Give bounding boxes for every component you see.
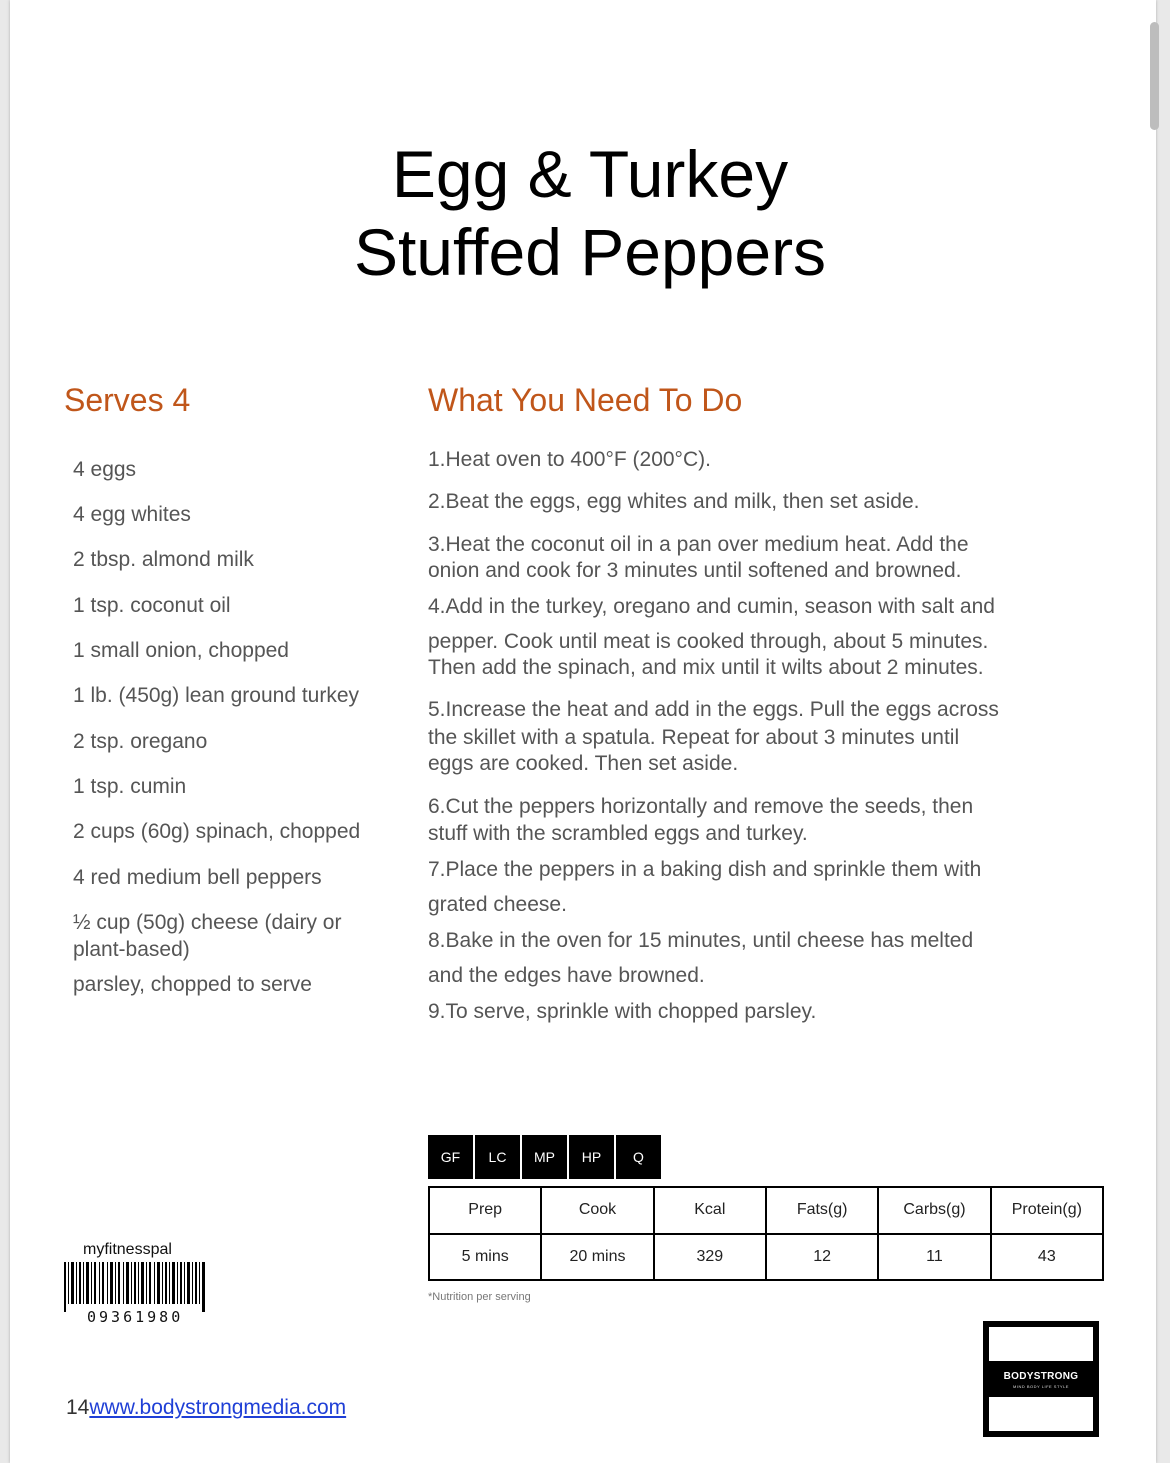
method-line: eggs are cooked. Then set aside. [428,752,739,775]
title-line-1: Egg & Turkey [391,137,789,211]
method-line: 9.To serve, sprinkle with chopped parsley. [428,1000,817,1023]
table-header-cell: Carbs(g) [878,1187,990,1234]
ingredient-item: ½ cup (50g) cheese (dairy or [73,911,342,934]
tag-hp: HP [569,1135,614,1179]
method-line: 1.Heat oven to 400°F (200°C). [428,448,711,471]
table-cell: 5 mins [429,1234,541,1281]
barcode-label: myfitnesspal [83,1241,172,1258]
recipe-title [0,135,1170,291]
nutrition-note: *Nutrition per serving [428,1291,531,1303]
table-header-row [429,1187,1103,1234]
method-line: 8.Bake in the oven for 15 minutes, until cheese has melted [428,929,974,952]
method-heading: What You Need To Do [428,382,743,418]
table-header-cell: Cook [541,1187,653,1234]
table-header-cell: Protein(g) [991,1187,1103,1234]
method-line: pepper. Cook until meat is cooked through, about 5 minutes. [428,630,989,653]
ingredient-item: 4 egg whites [73,503,191,526]
ingredient-item: 4 eggs [73,458,137,481]
method-line: 6.Cut the peppers horizontally and remove the seeds, then [428,795,974,818]
ingredient-item: 2 tbsp. almond milk [73,548,254,571]
method-line: stuff with the scrambled eggs and turkey. [428,822,808,845]
method-line: 5.Increase the heat and add in the eggs. Pull the eggs across [428,698,999,721]
table-cell: 329 [654,1234,766,1281]
website-link[interactable]: www.bodystrongmedia.com [89,1396,347,1419]
scrollbar[interactable] [1150,22,1159,130]
tag-q: Q [616,1135,661,1179]
tag-mp: MP [522,1135,567,1179]
barcode-number: 09361980 [87,1308,184,1326]
tag-lc: LC [475,1135,520,1179]
tag-gf: GF [428,1135,473,1179]
ingredient-item: parsley, chopped to serve [73,973,312,996]
ingredient-item: 1 lb. (450g) lean ground turkey [73,684,360,707]
diet-tags [428,1135,663,1179]
page-number: 14 [66,1396,90,1419]
ingredient-item: 1 tsp. coconut oil [73,594,231,617]
ingredient-item: 2 tsp. oregano [73,730,208,753]
table-header-cell: Kcal [654,1187,766,1234]
bodystrong-logo [983,1321,1099,1437]
ingredient-item: 4 red medium bell peppers [73,866,322,889]
method-line: 4.Add in the turkey, oregano and cumin, season with salt and [428,595,995,618]
table-cell: 20 mins [541,1234,653,1281]
table-cell: 11 [878,1234,990,1281]
serves-heading: Serves 4 [64,382,191,418]
ingredient-item: 2 cups (60g) spinach, chopped [73,820,361,843]
page-footer [66,1396,346,1420]
table-cell: 12 [766,1234,878,1281]
logo-band [989,1361,1093,1397]
table-cell: 43 [991,1234,1103,1281]
method-line: and the edges have browned. [428,964,705,987]
ingredient-item: 1 tsp. cumin [73,775,187,798]
nutrition-table [428,1186,1104,1281]
method-line: 3.Heat the coconut oil in a pan over medium heat. Add the [428,533,969,556]
method-line: the skillet with a spatula. Repeat for about 3 minutes until [428,726,960,749]
method-line: Then add the spinach, and mix until it wilts about 2 minutes. [428,656,984,679]
table-row [429,1234,1103,1281]
ingredient-item: 1 small onion, chopped [73,639,289,662]
method-line: 2.Beat the eggs, egg whites and milk, then set aside. [428,490,920,513]
method-line: grated cheese. [428,893,567,916]
logo-tagline: MIND BODY LIFE STYLE [1013,1384,1069,1389]
table-header-cell: Prep [429,1187,541,1234]
ingredient-item: plant-based) [73,938,190,961]
barcode-icon [64,1262,208,1314]
logo-text: BODYSTRONG [1003,1371,1079,1382]
method-line: 7.Place the peppers in a baking dish and sprinkle them with [428,858,982,881]
title-line-2: Stuffed Peppers [353,215,827,289]
table-header-cell: Fats(g) [766,1187,878,1234]
method-line: onion and cook for 3 minutes until softened and browned. [428,559,962,582]
